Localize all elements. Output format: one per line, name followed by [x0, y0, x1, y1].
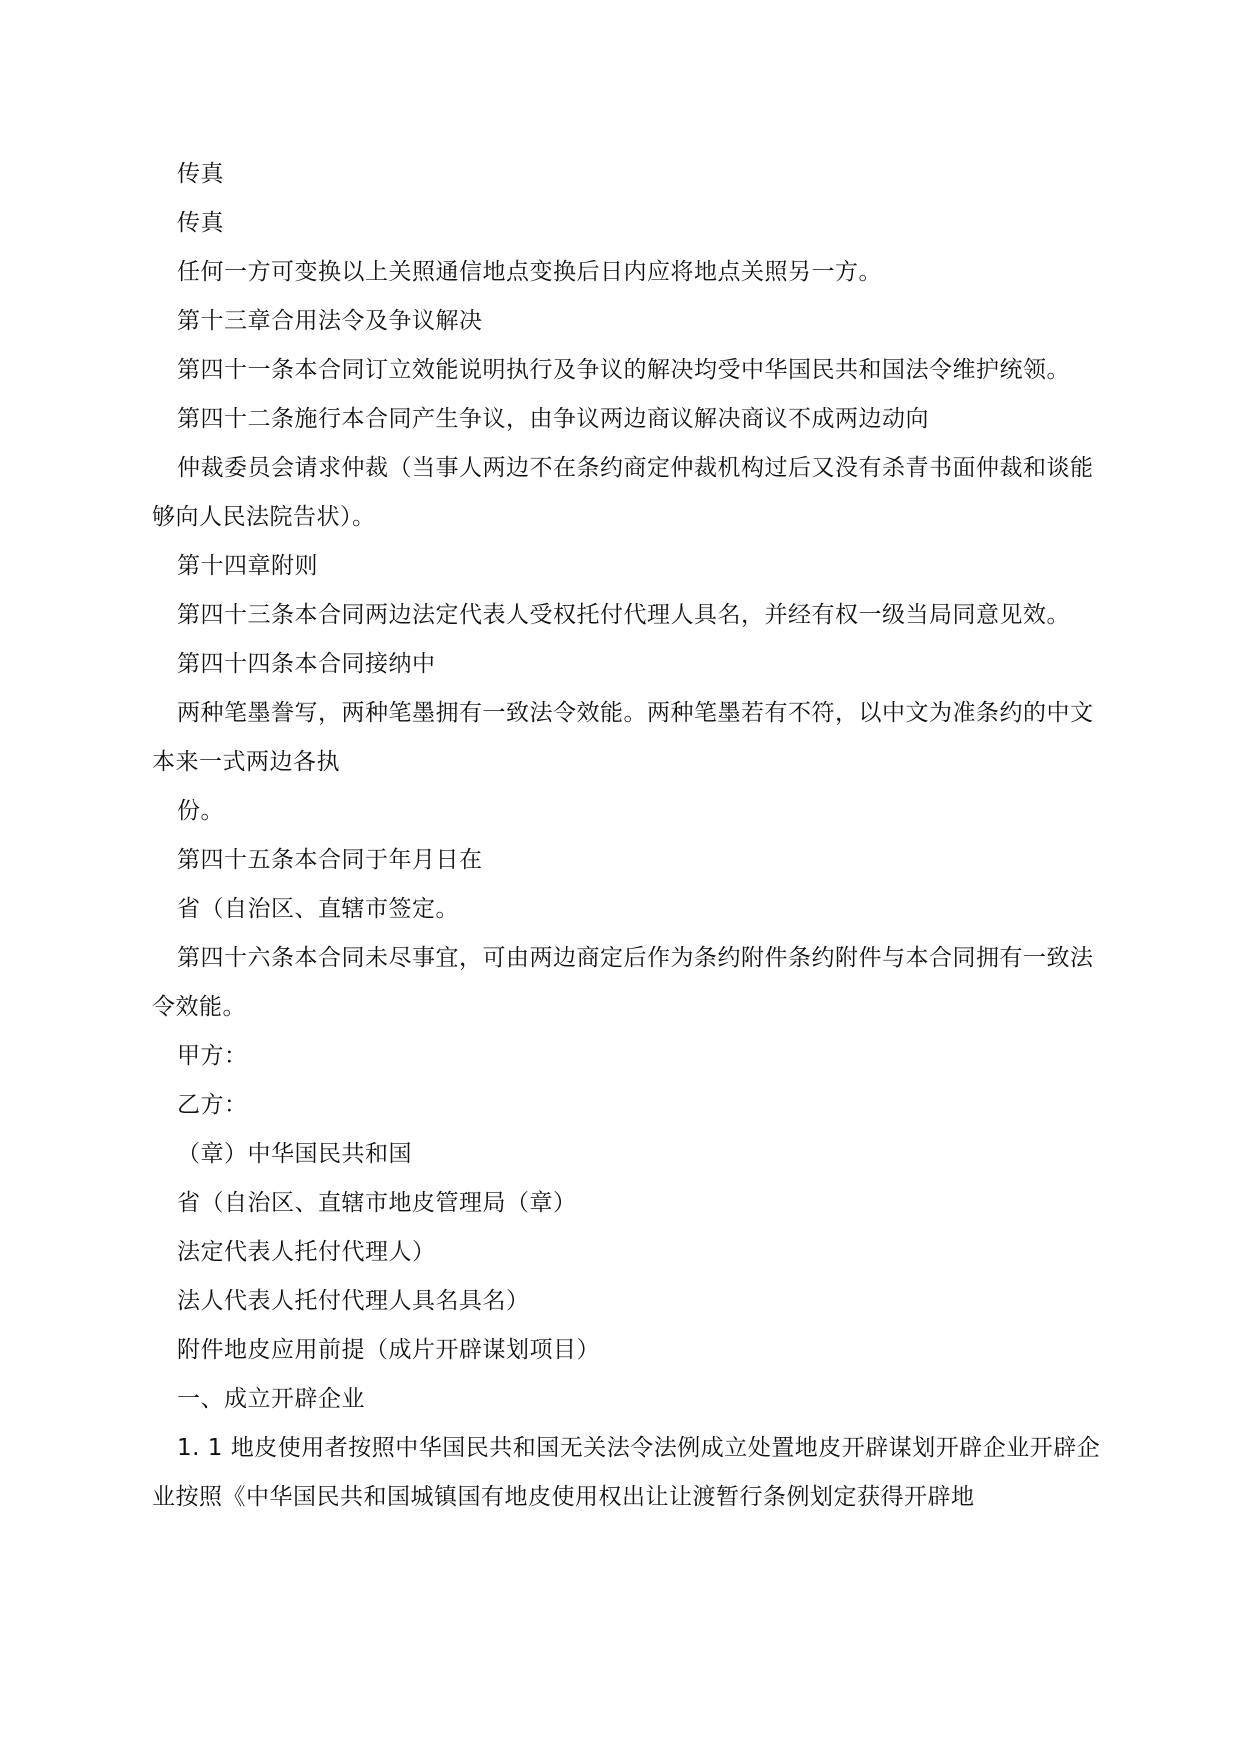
article-paragraph: 第四十五条本合同于年月日在 — [177, 847, 483, 873]
paragraph: 任何一方可变换以上关照通信地点变换后日内应将地点关照另一方。 — [177, 259, 882, 285]
article-paragraph: 第四十四条本合同接纳中 — [177, 651, 436, 677]
section-heading: 一、成立开辟企业 — [177, 1386, 365, 1412]
article-paragraph: 第四十六条本合同未尽事宜，可由两边商定后作为条约附件条约附件与本合同拥有一致法令效能。 — [152, 945, 1094, 1020]
article-paragraph: 第四十一条本合同订立效能说明执行及争议的解决均受中华国民共和国法令维护统领。 — [177, 357, 1070, 383]
paragraph: 份。 — [177, 798, 224, 824]
signature-line: 法人代表人托付代理人具名具名） — [177, 1288, 530, 1314]
party-b-label: 乙方： — [177, 1092, 248, 1118]
signature-line: （章）中华国民共和国 — [177, 1141, 412, 1167]
appendix-title: 附件地皮应用前提（成片开辟谋划项目） — [177, 1337, 600, 1363]
document-body — [152, 150, 1102, 1522]
paragraph: 传真 — [177, 161, 224, 187]
paragraph: 省（自治区、直辖市签定。 — [177, 896, 459, 922]
chapter-heading: 第十四章附则 — [177, 553, 318, 579]
article-paragraph: 第四十三条本合同两边法定代表人受权托付代理人具名，并经有权一级当局同意见效。 — [177, 602, 1070, 628]
paragraph: 仲裁委员会请求仲裁（当事人两边不在条约商定仲裁机构过后又没有杀青书面仲裁和谈能够向人民法院告状）。 — [152, 455, 1094, 530]
paragraph: 两种笔墨誊写，两种笔墨拥有一致法令效能。两种笔墨若有不符，以中文为准条约的中文本来一式两边各执 — [152, 700, 1094, 775]
article-paragraph: 第四十二条施行本合同产生争议，由争议两边商议解决商议不成两边动向 — [177, 406, 929, 432]
signature-line: 法定代表人托付代理人） — [177, 1239, 436, 1265]
clause-paragraph: 1. 1 地皮使用者按照中华国民共和国无关法令法例成立处置地皮开辟谋划开辟企业开辟企业按照《中华国民共和国城镇国有地皮使用权出让让渡暂行条例划定获得开辟地 — [152, 1435, 1101, 1510]
chapter-heading: 第十三章合用法令及争议解决 — [177, 308, 483, 334]
signature-line: 省（自治区、直辖市地皮管理局（章） — [177, 1190, 577, 1216]
paragraph: 传真 — [177, 210, 224, 236]
party-a-label: 甲方： — [177, 1043, 248, 1069]
